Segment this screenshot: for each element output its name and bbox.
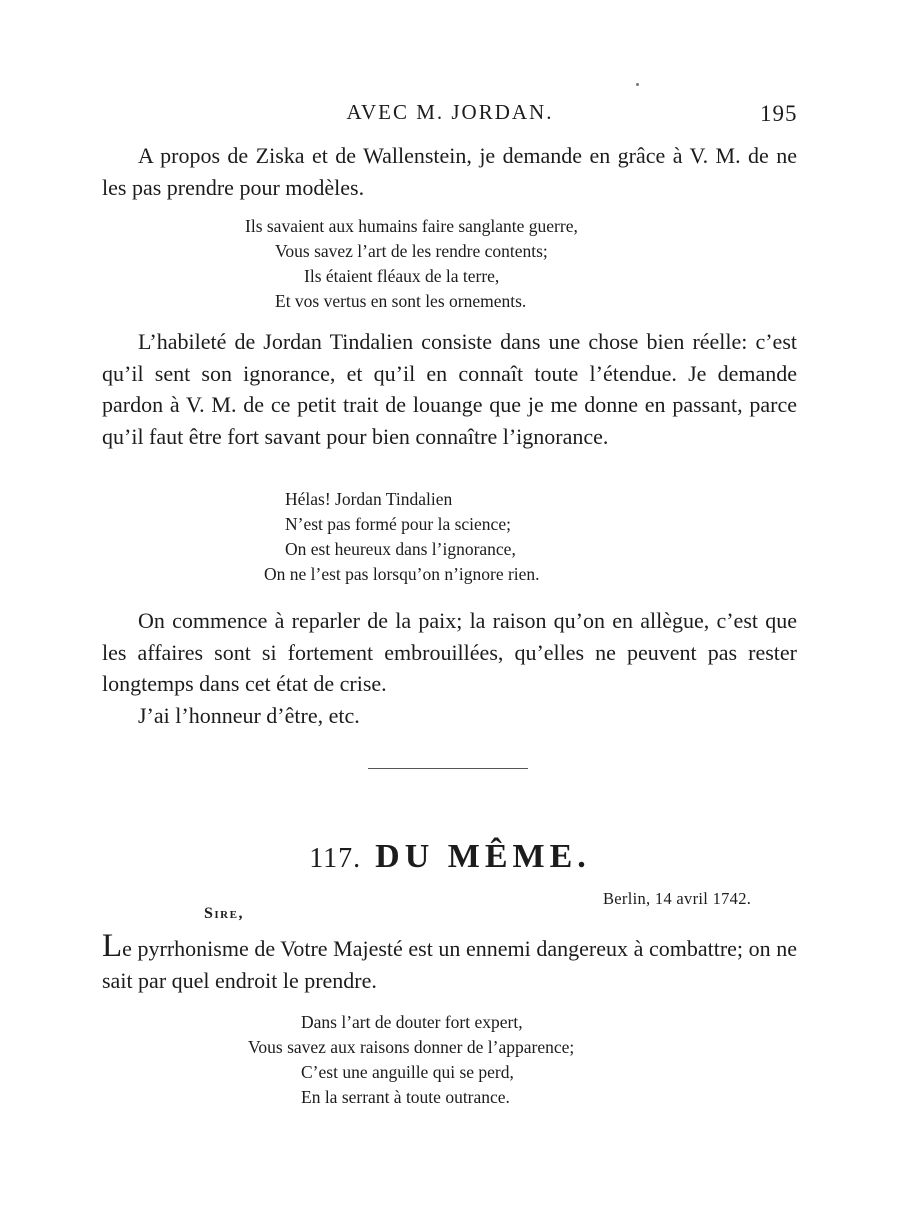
salutation: Sire, bbox=[204, 905, 244, 922]
ink-speck bbox=[636, 83, 639, 86]
verse-stanza-2 bbox=[264, 487, 540, 587]
paragraph-text: L’habileté de Jordan Tindalien consiste dans une chose bien réelle: c’est qu’il sent son ignorance, et qu’il en connaît toute l’étendue. Je demande pardon à V. M. de ce petit trait de louange que je me donne en passant, parce qu’il faut être fort savant pour bien connaître l’ignorance. bbox=[102, 329, 797, 449]
dateline: Berlin, 14 avril 1742. bbox=[603, 889, 752, 908]
initial-letter: L bbox=[102, 928, 123, 964]
verse-line: Dans l’art de douter fort expert, bbox=[301, 1012, 523, 1032]
paragraph-tindalien bbox=[102, 326, 797, 452]
verse-line: Ils étaient fléaux de la terre, bbox=[304, 266, 500, 286]
letter-number: 117. bbox=[309, 843, 362, 874]
section-divider bbox=[368, 768, 528, 769]
section-heading bbox=[0, 838, 900, 876]
verse-line: C’est une anguille qui se perd, bbox=[301, 1062, 514, 1082]
verse-line: Vous savez aux raisons donner de l’apparence; bbox=[248, 1037, 575, 1057]
verse-line: Ils savaient aux humains faire sanglante guerre, bbox=[245, 216, 578, 236]
page-number: 195 bbox=[760, 101, 798, 126]
paragraph-text: A propos de Ziska et de Wallenstein, je demande en grâce à V. M. de ne les pas prendre pour modèles. bbox=[102, 143, 797, 200]
verse-line: Hélas! Jordan Tindalien bbox=[285, 489, 453, 509]
paragraph-text: On commence à reparler de la paix; la raison qu’on en allègue, c’est que les affaires sont si fortement embrouillées, qu’elles ne peuvent pas rester longtemps dans cet état de crise. bbox=[102, 608, 797, 696]
verse-line: Et vos vertus en sont les ornements. bbox=[275, 291, 527, 311]
verse-line: En la serrant à toute outrance. bbox=[301, 1087, 510, 1107]
verse-line: N’est pas formé pour la science; bbox=[285, 514, 511, 534]
verse-line: On est heureux dans l’ignorance, bbox=[285, 539, 516, 559]
verse-line: Vous savez l’art de les rendre contents; bbox=[275, 241, 548, 261]
verse-stanza-3 bbox=[248, 1010, 574, 1110]
letter-opening-paragraph bbox=[102, 928, 797, 997]
verse-stanza-1 bbox=[245, 214, 578, 314]
verse-line: On ne l’est pas lorsqu’on n’ignore rien. bbox=[264, 564, 540, 584]
paragraph-ziska bbox=[102, 140, 797, 203]
closing-line: J’ai l’honneur d’être, etc. bbox=[138, 702, 360, 728]
paragraph-text: e pyrrhonisme de Votre Majesté est un ennemi dangereux à combattre; on ne sait par quel endroit le prendre. bbox=[102, 936, 797, 993]
running-head: AVEC M. JORDAN. bbox=[346, 100, 554, 124]
paragraph-paix bbox=[102, 605, 797, 731]
letter-title: DU MÊME. bbox=[375, 838, 591, 875]
